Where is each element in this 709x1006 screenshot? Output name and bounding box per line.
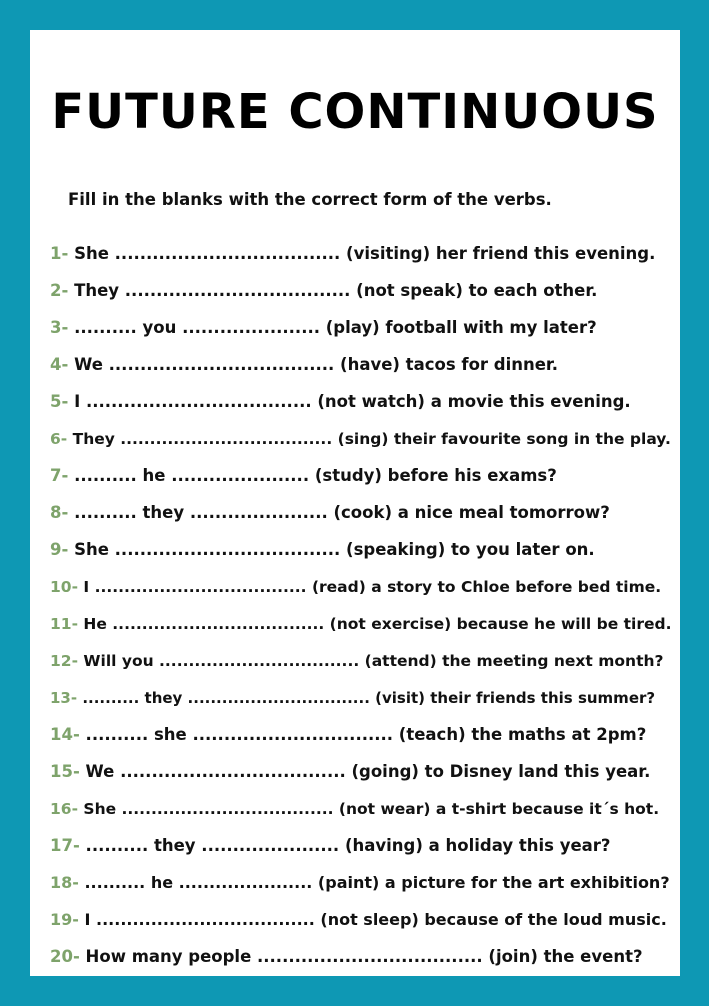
exercise-item <box>50 537 672 574</box>
exercise-item <box>50 315 672 352</box>
exercise-item <box>50 574 672 611</box>
item-number: 4- <box>50 355 69 374</box>
item-number: 20- <box>50 947 80 966</box>
exercise-item <box>50 648 672 685</box>
item-text: He .................................... (not exercise) because he will be tired. <box>78 615 672 633</box>
item-number: 7- <box>50 466 69 485</box>
item-text: They .................................... (sing) their favourite song in the play. <box>67 430 671 448</box>
worksheet <box>30 30 680 976</box>
item-text: She .................................... (visiting) her friend this evening. <box>68 244 656 263</box>
exercise-item <box>50 722 672 759</box>
item-text: She .................................... (speaking) to you later on. <box>68 540 595 559</box>
exercise-item <box>50 759 672 796</box>
exercise-item <box>50 611 672 648</box>
item-number: 3- <box>50 318 69 337</box>
item-text: I .................................... (not watch) a movie this evening. <box>68 392 631 411</box>
item-number: 15- <box>50 762 80 781</box>
exercise-item <box>50 500 672 537</box>
item-text: Will you .................................. (attend) the meeting next month? <box>78 652 664 670</box>
item-text: How many people .................................... (join) the event? <box>79 947 643 966</box>
item-text: .......... you ...................... (play) football with my later? <box>68 318 597 337</box>
item-text: We .................................... (have) tacos for dinner. <box>68 355 558 374</box>
item-text: .......... they ................................ (visit) their friends this summer? <box>77 689 656 707</box>
item-number: 8- <box>50 503 69 522</box>
item-text: .......... they ...................... (having) a holiday this year? <box>79 836 611 855</box>
item-number: 19- <box>50 910 79 929</box>
exercise-item <box>50 389 672 426</box>
exercise-item <box>50 426 672 463</box>
item-number: 16- <box>50 800 79 818</box>
item-number: 2- <box>50 281 69 300</box>
item-number: 17- <box>50 836 80 855</box>
exercise-item <box>50 463 672 500</box>
exercise-item <box>50 352 672 389</box>
item-number: 10- <box>50 578 79 596</box>
item-number: 18- <box>50 873 79 892</box>
exercise-item <box>50 796 672 833</box>
item-number: 5- <box>50 392 69 411</box>
item-number: 14- <box>50 725 80 744</box>
item-text: They .................................... (not speak) to each other. <box>68 281 598 300</box>
exercise-item <box>50 278 672 315</box>
item-text: .......... she ................................ (teach) the maths at 2pm? <box>79 725 647 744</box>
item-number: 9- <box>50 540 69 559</box>
item-text: She .................................... (not wear) a t-shirt because it´s hot. <box>78 800 660 818</box>
exercise-item <box>50 870 672 907</box>
item-number: 6- <box>50 430 68 448</box>
instruction-text: Fill in the blanks with the correct form of the verbs. <box>68 190 552 209</box>
worksheet-title: FUTURE CONTINUOUS <box>51 84 659 140</box>
exercise-item <box>50 833 672 870</box>
item-text: .......... he ...................... (paint) a picture for the art exhibition? <box>78 873 670 892</box>
item-text: We .................................... (going) to Disney land this year. <box>79 762 651 781</box>
item-text: I .................................... (read) a story to Chloe before bed time. <box>78 578 662 596</box>
item-number: 12- <box>50 652 79 670</box>
exercise-item <box>50 907 672 944</box>
exercise-list <box>50 241 672 981</box>
item-number: 11- <box>50 615 79 633</box>
item-text: .......... he ...................... (study) before his exams? <box>68 466 557 485</box>
item-text: .......... they ...................... (cook) a nice meal tomorrow? <box>68 503 610 522</box>
exercise-item <box>50 944 672 981</box>
item-number: 13- <box>50 689 78 707</box>
item-text: I .................................... (not sleep) because of the loud music. <box>78 910 667 929</box>
item-number: 1- <box>50 244 69 263</box>
exercise-item <box>50 241 672 278</box>
exercise-item <box>50 685 672 722</box>
